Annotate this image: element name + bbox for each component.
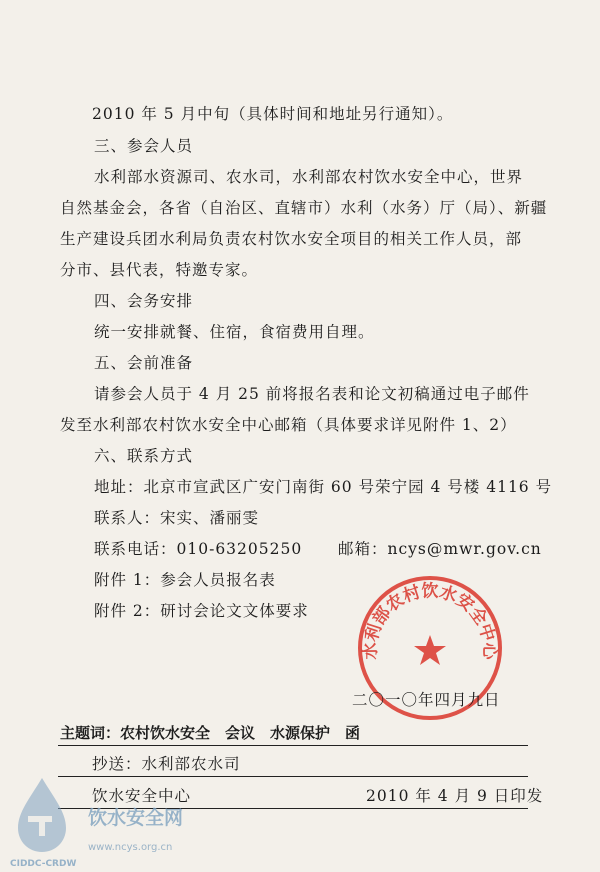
section-heading-arrangements: 四、会务安排: [94, 292, 194, 310]
section-heading-preparation: 五、会前准备: [94, 354, 194, 372]
subject-keywords: 主题词：农村饮水安全 会议 水源保护 函: [60, 724, 361, 742]
section-heading-attendees: 三、参会人员: [94, 137, 194, 155]
seal-text: 水利部农村饮水安全中心: [360, 581, 500, 660]
contact-address: 地址：北京市宣武区广安门南街 60 号荣宁园 4 号楼 4116 号: [94, 478, 553, 496]
issue-date: 2010 年 4 月 9 日印发: [366, 787, 544, 805]
watermark-site: www.ncys.org.cn: [88, 842, 173, 853]
seal-star-icon: [414, 635, 446, 665]
water-drop-icon: [18, 778, 66, 852]
signature-date: 二〇一〇年四月九日: [352, 691, 501, 709]
attendees-text-line-1: 水利部水资源司、农水司，水利部农村饮水安全中心，世界: [94, 168, 524, 186]
attendees-text-line-3: 生产建设兵团水利局负责农村饮水安全项目的相关工作人员，部: [60, 230, 523, 248]
watermark-name: 饮水安全网: [88, 807, 184, 829]
cc-line: 抄送：水利部农水司: [92, 755, 241, 773]
contact-email: 邮箱：ncys@mwr.gov.cn: [338, 540, 542, 558]
watermark-logo: [8, 772, 218, 868]
attendees-text-line-2: 自然基金会，各省（自治区、直辖市）水利（水务）厅（局）、新疆: [60, 199, 548, 217]
section-heading-contact: 六、联系方式: [94, 447, 194, 465]
contact-person: 联系人：宋实、潘丽雯: [94, 509, 260, 527]
contact-phone: 联系电话：010-63205250: [94, 540, 303, 558]
footer-rule-1: [58, 745, 528, 746]
issuing-office: 饮水安全中心: [92, 787, 192, 805]
preparation-text-line-1: 请参会人员于 4 月 25 前将报名表和论文初稿通过电子邮件: [94, 385, 530, 403]
attendees-text-line-4: 分市、县代表，特邀专家。: [60, 261, 259, 279]
meeting-time-line: 2010 年 5 月中旬（具体时间和地址另行通知）。: [92, 105, 454, 123]
watermark-org: CIDDC-CRDW: [10, 859, 77, 868]
preparation-text-line-2: 发至水利部农村饮水安全中心邮箱（具体要求详见附件 1、2）: [60, 416, 517, 434]
attachment-2: 附件 2：研讨会论文文体要求: [94, 602, 309, 620]
arrangements-text: 统一安排就餐、住宿，食宿费用自理。: [94, 323, 375, 341]
attachment-1: 附件 1：参会人员报名表: [94, 571, 276, 589]
